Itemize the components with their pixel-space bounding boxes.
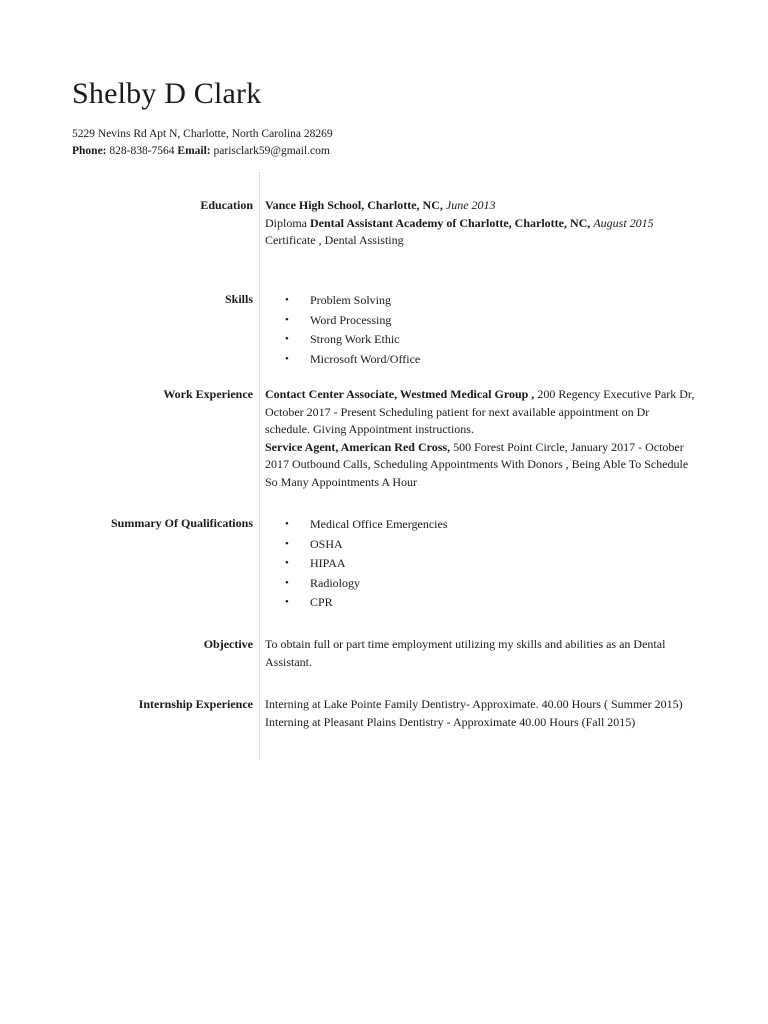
bullet-icon: • xyxy=(285,596,289,608)
contact-line xyxy=(72,143,330,159)
address-line: 5229 Nevins Rd Apt N, Charlotte, North Carolina 28269 xyxy=(72,128,333,140)
education-label: Education xyxy=(200,198,253,212)
qualifications-content xyxy=(265,515,695,613)
certificate-line: Certificate , Dental Assisting xyxy=(265,233,404,247)
column-divider xyxy=(259,172,260,760)
education-content xyxy=(265,197,695,250)
list-item xyxy=(265,350,695,370)
job-description: 500 Forest Point Circle, January 2017 - October 2017 Outbound Calls, Scheduling Appointments With Donors , Being Able To Schedule So Many Appointments A Hour xyxy=(265,439,689,489)
list-item xyxy=(265,535,695,555)
skill-text: Strong Work Ethic xyxy=(310,332,400,346)
bullet-icon: • xyxy=(285,518,289,530)
work-content xyxy=(265,386,695,491)
phone-value: 828-838-7564 xyxy=(109,145,175,157)
diploma-text: Diploma xyxy=(265,215,307,230)
internship-entry: Interning at Lake Pointe Family Dentistry- Approximate. 40.00 Hours ( Summer 2015) xyxy=(265,697,683,711)
list-item xyxy=(265,574,695,594)
bullet-icon: • xyxy=(285,352,289,365)
academy-date: August 2015 xyxy=(593,215,654,230)
school-date: June 2013 xyxy=(445,198,496,212)
job-entry xyxy=(265,386,695,439)
academy-name: Dental Assistant Academy of Charlotte, Charlotte, NC, xyxy=(310,215,591,230)
work-label: Work Experience xyxy=(163,387,253,401)
internship-entry: Interning at Pleasant Plains Dentistry - Approximate 40.00 Hours (Fall 2015) xyxy=(265,714,636,729)
internship-content xyxy=(265,696,695,731)
skill-text: Problem Solving xyxy=(310,293,392,307)
list-item xyxy=(265,291,695,311)
qualification-text: HIPAA xyxy=(310,556,346,570)
list-item xyxy=(265,311,695,331)
objective-label: Objective xyxy=(203,637,253,651)
education-academy-line xyxy=(265,215,695,233)
bullet-icon: • xyxy=(285,557,289,569)
skills-content xyxy=(265,291,695,369)
bullet-icon: • xyxy=(285,576,289,589)
qualification-text: Radiology xyxy=(310,575,360,590)
list-item xyxy=(265,330,695,350)
resume-name: Shelby D Clark xyxy=(72,77,262,110)
list-item xyxy=(265,593,695,613)
skills-label: Skills xyxy=(224,292,253,306)
school-name: Vance High School, Charlotte, NC, xyxy=(265,198,443,212)
email-label: Email: xyxy=(177,145,211,157)
objective-text: To obtain full or part time employment utilizing my skills and abilities as an Dental Assistant. xyxy=(265,637,666,669)
qualification-text: CPR xyxy=(310,595,333,609)
skill-text: Microsoft Word/Office xyxy=(310,351,421,366)
skills-list xyxy=(265,291,695,369)
list-item xyxy=(265,554,695,574)
qualifications-list xyxy=(265,515,695,613)
job-title: Contact Center Associate, Westmed Medical Group , xyxy=(265,387,535,401)
bullet-icon: • xyxy=(285,313,289,326)
email-value: parisclark59@gmail.com xyxy=(213,145,330,157)
job-entry xyxy=(265,439,695,492)
skill-text: Word Processing xyxy=(310,312,392,327)
bullet-icon: • xyxy=(285,537,289,550)
phone-label: Phone: xyxy=(72,145,107,157)
internship-label: Internship Experience xyxy=(138,697,253,711)
job-description: 200 Regency Executive Park Dr, October 2017 - Present Scheduling patient for next available appointment on Dr schedule. Giving Appointment instructions. xyxy=(265,387,695,436)
objective-content xyxy=(265,636,695,671)
list-item xyxy=(265,515,695,535)
bullet-icon: • xyxy=(285,333,289,345)
qualification-text: Medical Office Emergencies xyxy=(310,517,448,531)
qualifications-label: Summary Of Qualifications xyxy=(110,516,253,530)
job-title: Service Agent, American Red Cross, xyxy=(265,439,451,454)
qualification-text: OSHA xyxy=(310,536,343,551)
education-school-line xyxy=(265,197,695,215)
bullet-icon: • xyxy=(285,294,289,306)
